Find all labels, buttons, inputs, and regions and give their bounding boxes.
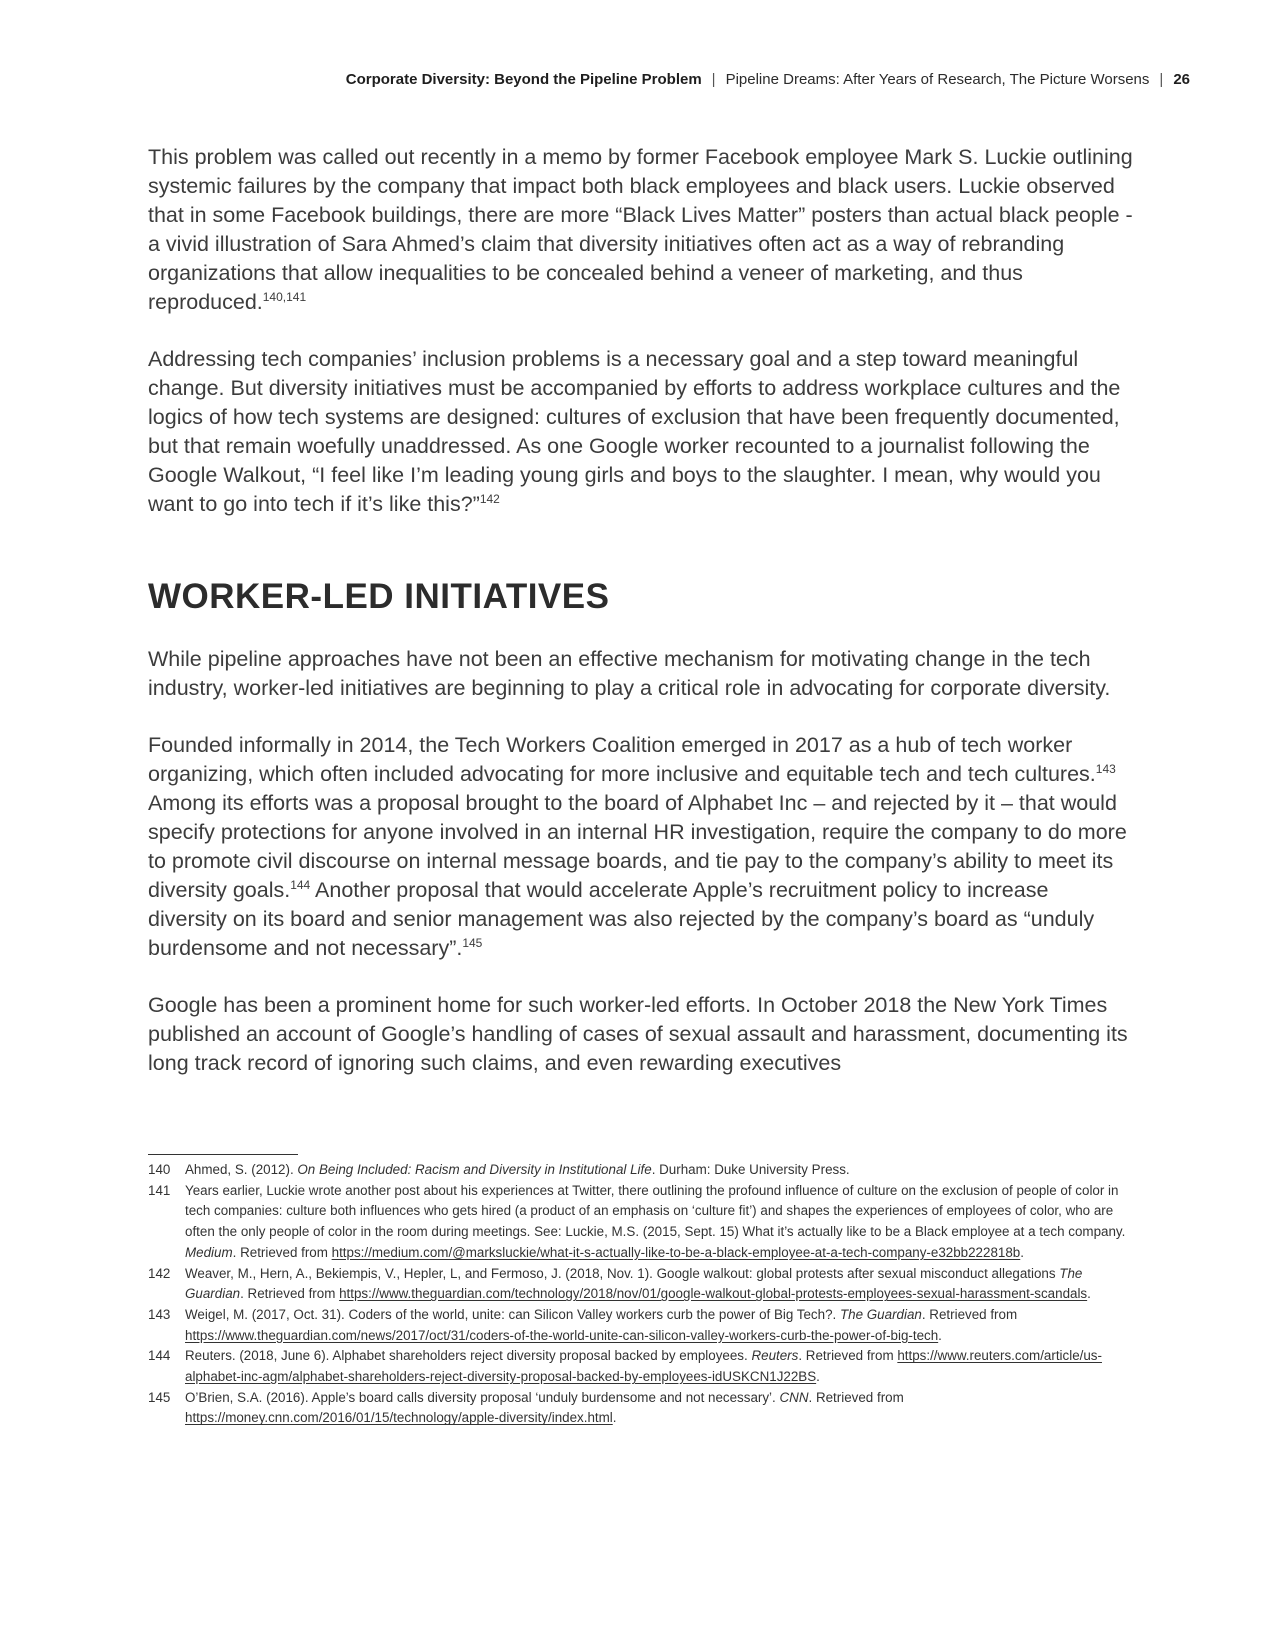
- footnote-number: 142: [148, 1265, 171, 1281]
- footnote-text: Weigel, M. (2017, Oct. 31). Coders of the world, unite: can Silicon Valley workers curb the power of Big Tech?. The Guardian. Retrieved from https://www.theguardian.com/news/2017/oct/31/coders-of-the-world-unite-can-silicon-valley-workers-curb-the-power-of-big-tech.: [185, 1306, 1018, 1343]
- paragraph: [148, 731, 1133, 963]
- paragraph-text: Another proposal that would accelerate Apple’s recruitment policy to increase diversity on its board and senior management was also rejected by the company’s board as “unduly burdensome and not necessary”.: [148, 878, 1095, 960]
- source-name: CNN: [779, 1389, 809, 1405]
- source-name: Reuters: [751, 1348, 799, 1364]
- footnote-number: 143: [148, 1306, 171, 1322]
- paragraph-text: Google has been a prominent home for such worker-led efforts. In October 2018 the New York Times published an account of Google’s handling of cases of sexual assault and harassment, documenting its long track record of ignoring such claims, and even rewarding executives: [148, 993, 1128, 1075]
- paragraph-text: This problem was called out recently in a memo by former Facebook employee Mark S. Luckie outlining systemic failures by the company that impact both black employees and black users. Luckie observed that in some Facebook buildings, there are more “Black Lives Matter” posters than actual black people - a vivid illustration of Sara Ahmed’s claim that diversity initiatives often act as a way of rebranding organizations that allow inequalities to be concealed behind a veneer of marketing, and thus reproduced.: [148, 145, 1133, 314]
- paragraph: [148, 143, 1133, 317]
- footnote-link[interactable]: https://www.theguardian.com/news/2017/oct/31/coders-of-the-world-unite-can-silicon-valley-workers-curb-the-power-of-big-tech: [185, 1327, 939, 1343]
- paragraph-text: Founded informally in 2014, the Tech Workers Coalition emerged in 2017 as a hub of tech worker organizing, which often included advocating for more inclusive and equitable tech and tech cultures.: [148, 733, 1096, 786]
- footnote-item: [148, 1181, 1130, 1264]
- page-number: 26: [1173, 71, 1190, 88]
- paragraph: [148, 645, 1133, 703]
- paragraph: [148, 991, 1133, 1078]
- header-separator: |: [711, 71, 716, 88]
- paragraph-text: While pipeline approaches have not been an effective mechanism for motivating change in the tech industry, worker-led initiatives are beginning to play a critical role in advocating for corporate diversity.: [148, 647, 1111, 700]
- footnote-number: 141: [148, 1182, 171, 1198]
- footnote-ref[interactable]: 143: [1095, 762, 1116, 776]
- footnote-text: Years earlier, Luckie wrote another post about his experiences at Twitter, there outlining the profound influence of culture on the exclusion of people of color in tech companies: culture both influences who gets hired (a product of an emphasis on ‘culture fit’) and shapes the experiences of employees of color, who are often the only people of color in the room during meetings. See: Luckie, M.S. (2015, Sept. 15) What it’s actually like to be a Black employee at a tech company. Medium. Retrieved from https://medium.com/@marksluckie/what-it-s-actually-like-to-be-a-black-employee-at-a-tech-company-e32bb222818b.: [185, 1182, 1126, 1260]
- footnote-ref[interactable]: 142: [479, 492, 500, 506]
- book-title: On Being Included: Racism and Diversity in Institutional Life: [297, 1162, 652, 1177]
- footnote-text: O’Brien, S.A. (2016). Apple’s board calls diversity proposal ‘unduly burdensome and not necessary’. CNN. Retrieved from https://money.cnn.com/2016/01/15/technology/apple-diversity/index.html.: [185, 1389, 904, 1426]
- footnote-text: Weaver, M., Hern, A., Bekiempis, V., Hepler, L, and Fermoso, J. (2018, Nov. 1). Google walkout: global protests after sexual misconduct allegations The Guardian. Retrieved from https://www.theguardian.com/technology/2018/nov/01/google-walkout-global-protests-employees-sexual-harassment-scandals.: [185, 1265, 1091, 1302]
- footnotes: [148, 1160, 1130, 1429]
- footnote-ref[interactable]: 140,141: [262, 290, 307, 304]
- footnote-link[interactable]: https://medium.com/@marksluckie/what-it-s-actually-like-to-be-a-black-employee-at-a-tech-company-e32bb222818b: [331, 1244, 1021, 1260]
- footnote-item: [148, 1388, 1130, 1429]
- source-name: The Guardian: [839, 1306, 922, 1322]
- running-header: [0, 71, 1190, 88]
- footnote-item: [148, 1160, 1130, 1181]
- header-separator: |: [1159, 71, 1164, 88]
- paragraph: [148, 345, 1133, 519]
- footnote-link[interactable]: https://www.theguardian.com/technology/2018/nov/01/google-walkout-global-protests-employees-sexual-harassment-scandals: [339, 1286, 1088, 1302]
- source-name: Medium: [185, 1244, 233, 1260]
- footnote-item: [148, 1346, 1130, 1387]
- footnote-ref[interactable]: 145: [462, 936, 483, 950]
- section-heading: WORKER-LED INITIATIVES: [148, 577, 610, 616]
- footnote-divider: [148, 1154, 298, 1155]
- footnote-link[interactable]: https://www.reuters.com/article/us-alphabet-inc-agm/alphabet-shareholders-reject-diversity-proposal-backed-by-employees-idUSKCN1J22BS: [185, 1348, 1102, 1385]
- main-content: [148, 143, 1133, 1106]
- footnote-number: 140: [148, 1162, 171, 1177]
- footnote-number: 145: [148, 1389, 171, 1405]
- footnote-text: Reuters. (2018, June 6). Alphabet shareholders reject diversity proposal backed by employees. Reuters. Retrieved from https://www.reuters.com/article/us-alphabet-inc-agm/alphabet-shareholders-reject-diversity-proposal-backed-by-employees-idUSKCN1J22BS.: [185, 1348, 1102, 1385]
- paragraph-text: Among its efforts was a proposal brought to the board of Alphabet Inc – and rejected by it – that would specify protections for anyone involved in an internal HR investigation, require the company to do more to promote civil discourse on internal message boards, and tie pay to the company’s ability to meet its diversity goals.: [148, 791, 1127, 902]
- footnote-text: Ahmed, S. (2012). On Being Included: Racism and Diversity in Institutional Life. Durham: Duke University Press.: [185, 1162, 850, 1177]
- paragraph-text: Addressing tech companies’ inclusion problems is a necessary goal and a step toward meaningful change. But diversity initiatives must be accompanied by efforts to address workplace cultures and the logics of how tech systems are designed: cultures of exclusion that have been frequently documented, but that remain woefully unaddressed. As one Google worker recounted to a journalist following the Google Walkout, “I feel like I’m leading young girls and boys to the slaughter. I mean, why would you want to go into tech if it’s like this?”: [148, 347, 1121, 516]
- source-name: The Guardian: [185, 1265, 1083, 1302]
- footnote-item: [148, 1264, 1130, 1305]
- footnote-item: [148, 1305, 1130, 1346]
- document-title: Corporate Diversity: Beyond the Pipeline Problem: [345, 71, 702, 88]
- footnote-link[interactable]: https://money.cnn.com/2016/01/15/technology/apple-diversity/index.html: [185, 1410, 613, 1426]
- section-title: Pipeline Dreams: After Years of Research, The Picture Worsens: [725, 71, 1150, 88]
- footnote-ref[interactable]: 144: [290, 878, 311, 892]
- footnote-number: 144: [148, 1348, 171, 1364]
